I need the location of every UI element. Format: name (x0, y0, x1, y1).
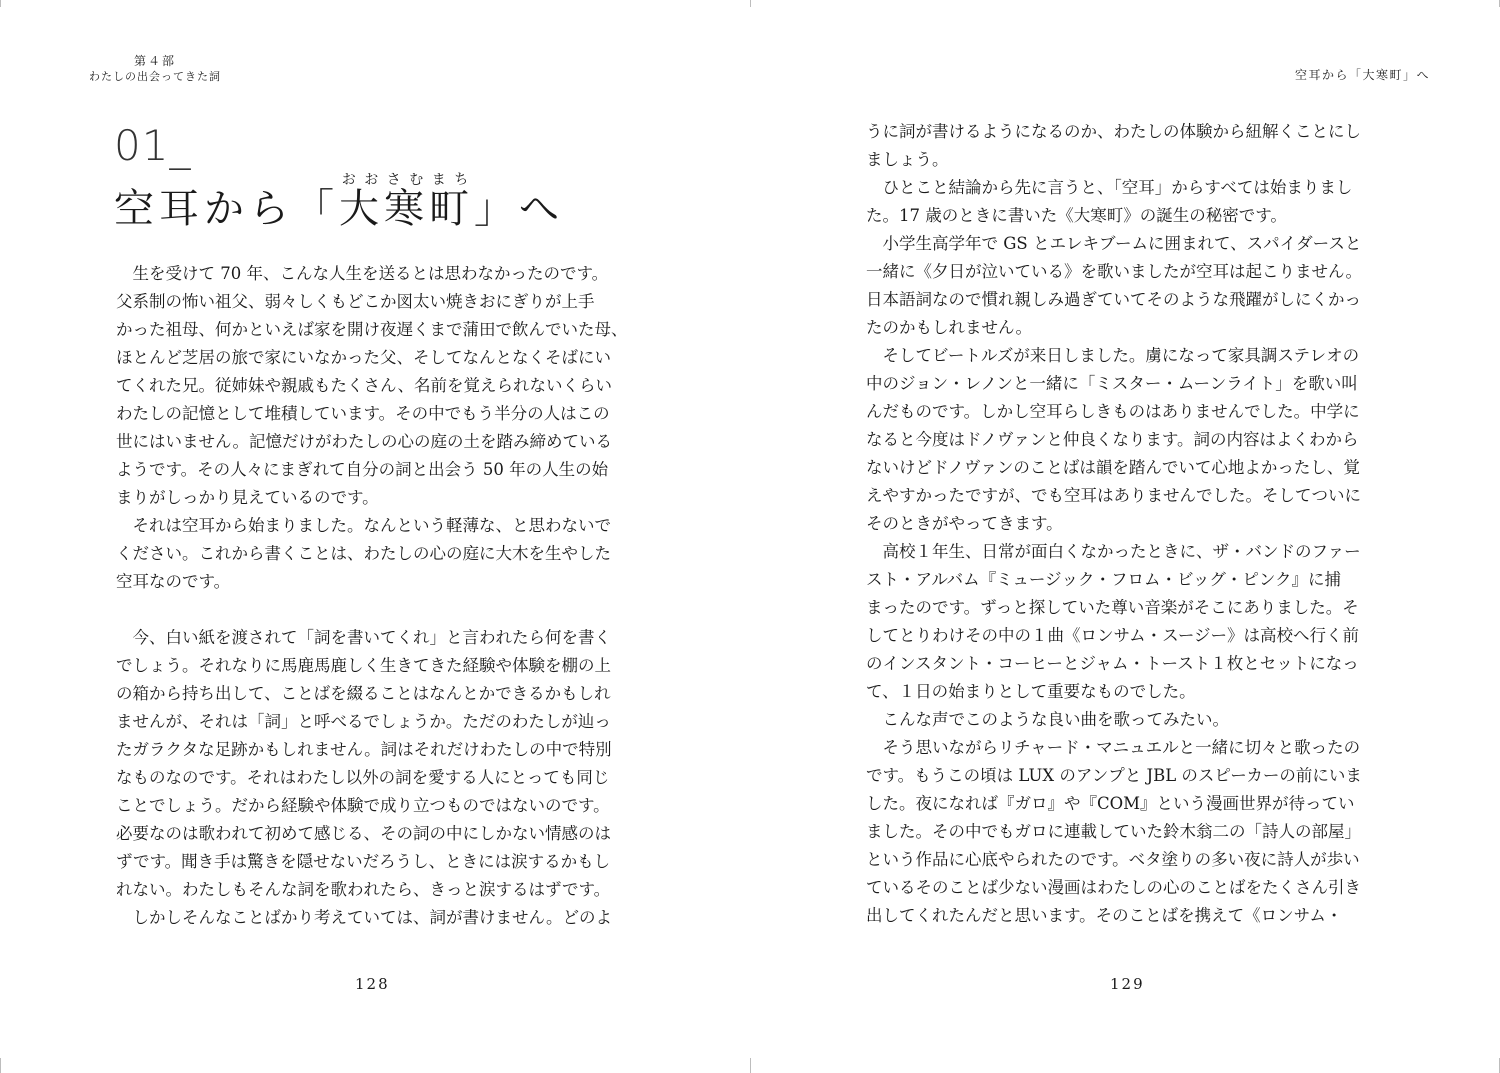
body-line: という作品に心底やられたのです。ベタ塗りの多い夜に詩人が歩い (866, 850, 1360, 869)
body-line: ほとんど芝居の旅で家にいなかった父、そしてなんとなくそばにい (116, 348, 611, 367)
body-line: しかしそんなことばかり考えていては、詞が書けません。どのよ (116, 908, 612, 927)
body-line: た。17 歳のときに書いた《大寒町》の誕生の秘密です。 (866, 206, 1287, 225)
chapter-title-ruby-reading: おおさむまち (339, 172, 474, 188)
body-line: そのときがやってきます。 (866, 514, 1063, 533)
chapter-title-ruby (339, 172, 474, 232)
page-number-left: 128 (355, 975, 390, 993)
body-line: した。夜になれば『ガロ』や『COM』という漫画世界が待ってい (866, 794, 1355, 813)
body-line: れない。わたしもそんな詞を歌われたら、きっと涙するはずです。 (116, 880, 611, 899)
body-line: わたしの記憶として堆積しています。その中でもう半分の人はこの (116, 404, 610, 423)
body-line: えやすかったですが、でも空耳はありませんでした。そしてついに (866, 486, 1361, 505)
body-line: ようです。その人々にまぎれて自分の詞と出会う 50 年の人生の始 (116, 460, 609, 479)
body-line: ているそのことば少ない漫画はわたしの心のことばをたくさん引き (866, 878, 1361, 897)
body-line: こんな声でこのような良い曲を歌ってみたい。 (866, 710, 1229, 729)
body-line: ました。その中でもガロに連載していた鈴木翁二の「詩人の部屋」 (866, 822, 1361, 841)
body-line: 小学生高学年で GS とエレキブームに囲まれて、スパイダースと (866, 234, 1362, 253)
right-page-body-text (866, 118, 1396, 930)
body-line: うに詞が書けるようになるのか、わたしの体験から紐解くことにし (866, 122, 1361, 141)
body-line: なものなのです。それはわたし以外の詞を愛する人にとっても同じ (116, 768, 610, 787)
body-line: 世にはいません。記憶だけがわたしの心の庭の土を踏み締めている (116, 432, 612, 451)
running-head-part: 第４部 (133, 54, 176, 68)
body-line: の箱から持ち出して、ことばを綴ることはなんとかできるかもしれ (116, 684, 611, 703)
body-line: てくれた兄。従姉妹や親戚もたくさん、名前を覚えられないくらい (116, 376, 612, 395)
body-line: まりがしっかり見えているのです。 (116, 488, 379, 507)
body-line: たのかもしれません。 (866, 318, 1032, 337)
body-line: スト・アルバム『ミュージック・フロム・ビッグ・ピンク』に捕 (866, 570, 1342, 589)
body-line: 父系制の怖い祖父、弱々しくもどこか図太い焼きおにぎりが上手 (116, 292, 595, 311)
right-page (750, 0, 1500, 1073)
body-line: ことでしょう。だから経験や体験で成り立つものではないのです。 (116, 796, 610, 815)
body-line: 高校１年生、日常が面白くなかったときに、ザ・バンドのファー (866, 542, 1361, 561)
body-line: ましょう。 (866, 150, 949, 169)
body-line: たガラクタな足跡かもしれません。詞はそれだけわたしの中で特別 (116, 740, 612, 759)
body-line: してとりわけその中の１曲《ロンサム・スージー》は高校へ行く前 (866, 626, 1360, 645)
body-line: のインスタント・コーヒーとジャム・トースト１枚とセットになっ (866, 654, 1359, 673)
body-line (116, 596, 646, 624)
body-line: ないけどドノヴァンのことばは韻を踏んでいて心地よかったし、覚 (866, 458, 1360, 477)
body-line: かった祖母、何かといえば家を開け夜遅くまで蒲田で飲んでいた母、 (116, 320, 628, 339)
body-line: 中のジョン・レノンと一緒に「ミスター・ムーンライト」を歌い叫 (866, 374, 1358, 393)
body-line: でしょう。それなりに馬鹿馬鹿しく生きてきた経験や体験を棚の上 (116, 656, 611, 675)
body-line: です。もうこの頃は LUX のアンプと JBL のスピーカーの前にいま (866, 766, 1362, 785)
page-number-right: 129 (1110, 975, 1145, 993)
body-line: 生を受けて 70 年、こんな人生を送るとは思わなかったのです。 (116, 264, 609, 283)
chapter-number: 01_ (114, 121, 192, 170)
body-line: そしてビートルズが来日しました。虜になって家具調ステレオの (866, 346, 1360, 365)
body-line: それは空耳から始まりました。なんという軽薄な、と思わないで (116, 516, 611, 535)
body-line: んだものです。しかし空耳らしきものはありませんでした。中学に (866, 402, 1360, 421)
chapter-title (114, 172, 564, 237)
body-line: ませんが、それは「詞」と呼べるでしょうか。ただのわたしが辿っ (116, 712, 611, 731)
body-line: 必要なのは歌われて初めて感じる、その詞の中にしかない情感のは (116, 824, 611, 843)
body-line: 出してくれたんだと思います。そのことばを携えて《ロンサム・ (866, 906, 1343, 925)
left-page-body-text (116, 260, 646, 932)
body-line: なると今度はドノヴァンと仲良くなります。詞の内容はよくわから (866, 430, 1359, 449)
chapter-title-ruby-base: 大寒町 (339, 186, 474, 232)
chapter-title-prefix: 空耳から「 (114, 186, 339, 232)
body-line: まったのです。ずっと探していた尊い音楽がそこにありました。そ (866, 598, 1359, 617)
body-line: 今、白い紙を渡されて「詞を書いてくれ」と言われたら何を書く (116, 628, 611, 647)
chapter-title-suffix: 」へ (474, 186, 564, 232)
running-head-part-subtitle: わたしの出会ってきた詞 (89, 70, 221, 83)
body-line: 空耳なのです。 (116, 572, 231, 591)
body-line: て、１日の始まりとして重要なものでした。 (866, 682, 1196, 701)
body-line: ずです。聞き手は驚きを隠せないだろうし、ときには涙するかもし (116, 852, 611, 871)
body-line: 一緒に《夕日が泣いている》を歌いましたが空耳は起こりません。 (866, 262, 1362, 281)
body-line: ひとこと結論から先に言うと、「空耳」からすべては始まりまし (866, 178, 1353, 197)
running-head-right: 空耳から「大寒町」へ (1294, 68, 1430, 82)
body-line: ください。これから書くことは、わたしの心の庭に大木を生やした (116, 544, 611, 563)
running-head-left (70, 54, 240, 84)
body-line: そう思いながらリチャード・マニュエルと一緒に切々と歌ったの (866, 738, 1361, 757)
body-line: 日本語詞なので慣れ親しみ過ぎていてそのような飛躍がしにくかっ (866, 290, 1361, 309)
